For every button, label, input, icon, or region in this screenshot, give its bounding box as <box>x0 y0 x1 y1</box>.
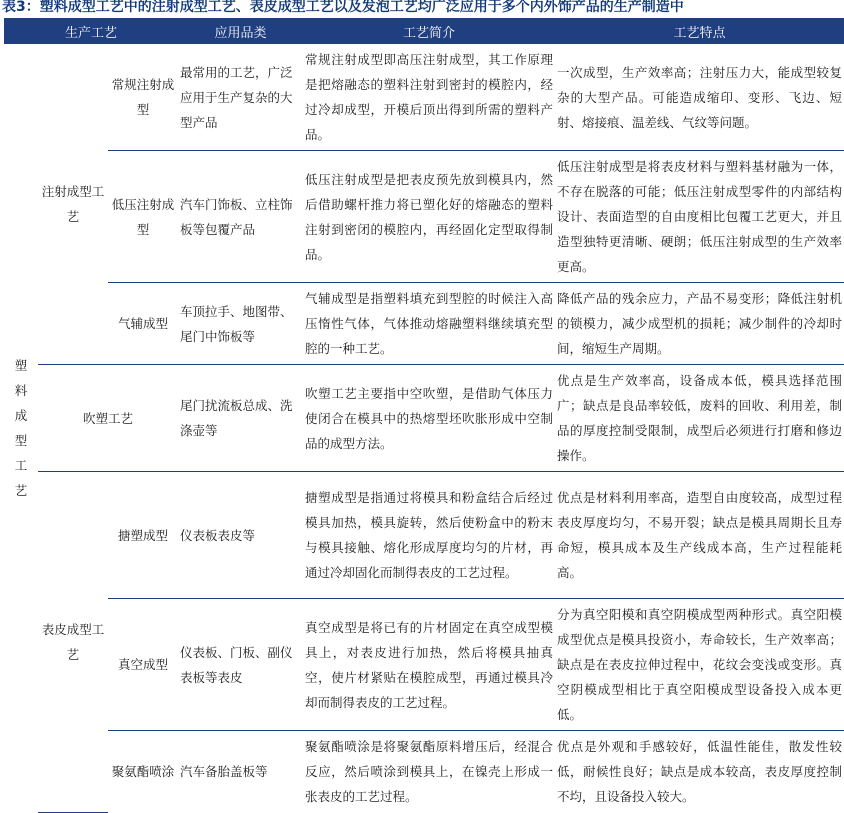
category-cell <box>4 44 38 812</box>
process-name: 低压注射成型 <box>108 151 178 283</box>
intro-cell: 真空成型是将已有的片材固定在真空成型模具上，对表皮进行加热，然后将模具抽真空，使片材紧贴在模腔成型，再通过模具冷却而制得表皮的工艺过程。 <box>303 599 555 731</box>
products-cell: 尾门扰流板总成、洗涤壶等 <box>178 365 303 472</box>
process-name: 气辅成型 <box>108 283 178 365</box>
table-title: 表3：塑料成型工艺中的注射成型工艺、表皮成型工艺以及发泡工艺均广泛应用于多个内外饰产品的生产制造中 <box>2 0 684 15</box>
group-injection-label: 注射成型工艺 <box>41 184 105 224</box>
process-name: 常规注射成型 <box>108 44 178 151</box>
products-cell: 最常用的工艺，广泛应用于生产复杂的大型产品 <box>178 44 303 151</box>
intro-cell: 低压注射成型是把表皮预先放到模具内，然后借助螺杆推力将已塑化好的熔融态的塑料注射到密闭的模腔内，再经固化定型取得制品。 <box>303 151 555 283</box>
header-intro: 工艺简介 <box>303 18 555 44</box>
products-cell: 汽车门饰板、立柱饰板等包覆产品 <box>178 151 303 283</box>
features-cell: 优点是外观和手感较好，低温性能佳，散发性较低，耐候性良好；缺点是成本较高，表皮厚度控制不均，且设备投入较大。 <box>557 739 843 804</box>
header-process: 生产工艺 <box>4 18 178 44</box>
intro-cell: 常规注射成型即高压注射成型，其工作原理是把熔融态的塑料注射到密封的模腔内，经过冷却成型，开模后顶出得到所需的塑料产品。 <box>303 44 555 151</box>
products-cell: 仪表板、门板、副仪表板等表皮 <box>178 599 303 731</box>
products-cell: 仪表板表皮等 <box>178 472 303 599</box>
intro-cell: 吹塑工艺主要指中空吹塑，是借助气体压力使闭合在模具中的热熔型坯吹胀形成中空制品的成型方法。 <box>303 365 555 472</box>
intro-cell: 聚氨酯喷涂是将聚氨酯原料增压后，经混合反应，然后喷涂到模具上，在镍壳上形成一张表皮的工艺过程。 <box>305 739 554 804</box>
process-name: 搪塑成型 <box>108 472 178 599</box>
intro-cell: 搪塑成型是指通过将模具和粉盒结合后经过模具加热，模具旋转，然后使粉盒中的粉末与模具接触、熔化形成厚度均匀的片材，再通过冷却固化而制得表皮的工艺过程。 <box>303 472 555 599</box>
table-row <box>4 472 844 599</box>
group-injection <box>38 44 108 365</box>
process-name: 聚氨酯喷涂 <box>111 764 175 779</box>
features-cell: 低压注射成型是将表皮材料与塑料基材融为一体，不存在脱落的可能；低压注射成型零件的内部结构设计、表面造型的自由度相比包覆工艺更大，并且造型独特更清晰、硬朗；低压注射成型的生产效率更高。 <box>555 151 844 283</box>
process-name: 真空成型 <box>108 599 178 731</box>
process-table <box>4 18 844 813</box>
products-cell: 汽车备胎盖板等 <box>180 764 268 779</box>
category-label: 塑料成型工艺 <box>14 358 28 498</box>
features-cell: 优点是材料利用率高，造型自由度较高，成型过程表皮厚度均匀，不易开裂；缺点是模具周期长且寿命短，模具成本及生产线成本高，生产过程能耗高。 <box>555 472 844 599</box>
header-products: 应用品类 <box>178 18 303 44</box>
features-cell: 降低产品的残余应力，产品不易变形；降低注射机的锁模力，减少成型机的损耗；减少制件的冷却时间，缩短生产周期。 <box>555 283 844 365</box>
products-cell: 车顶拉手、地图带、尾门中饰板等 <box>178 283 303 365</box>
header-features: 工艺特点 <box>555 18 844 44</box>
group-skin <box>38 472 108 813</box>
features-cell: 分为真空阳模和真空阴模成型两种形式。真空阳模成型优点是模具投资小，寿命较长，生产效率高；缺点是在表皮拉伸过程中，花纹会变浅或变形。真空阴模成型相比于真空阳模成型设备投入成本更低。 <box>555 599 844 731</box>
table-row <box>4 151 844 283</box>
features-cell: 优点是生产效率高，设备成本低，模具选择范围广；缺点是良品率较低，废料的回收、利用差，制品的厚度控制受限制，成型后必须进行打磨和修边操作。 <box>555 365 844 472</box>
table-header-row <box>4 18 844 44</box>
intro-cell: 气辅成型是指塑料填充到型腔的时候注入高压惰性气体，气体推动熔融塑料继续填充型腔的一种工艺。 <box>303 283 555 365</box>
table-row <box>4 365 844 472</box>
table-row <box>4 44 844 151</box>
table-row <box>4 731 844 813</box>
group-skin-label: 表皮成型工艺 <box>41 621 105 662</box>
table-row <box>4 283 844 365</box>
features-cell: 一次成型，生产效率高；注射压力大，能成型较复杂的大型产品。可能造成缩印、变形、飞边、短射、熔接痕、温差线、气纹等问题。 <box>555 44 844 151</box>
table-row <box>4 599 844 731</box>
group-blow: 吹塑工艺 <box>38 365 178 472</box>
